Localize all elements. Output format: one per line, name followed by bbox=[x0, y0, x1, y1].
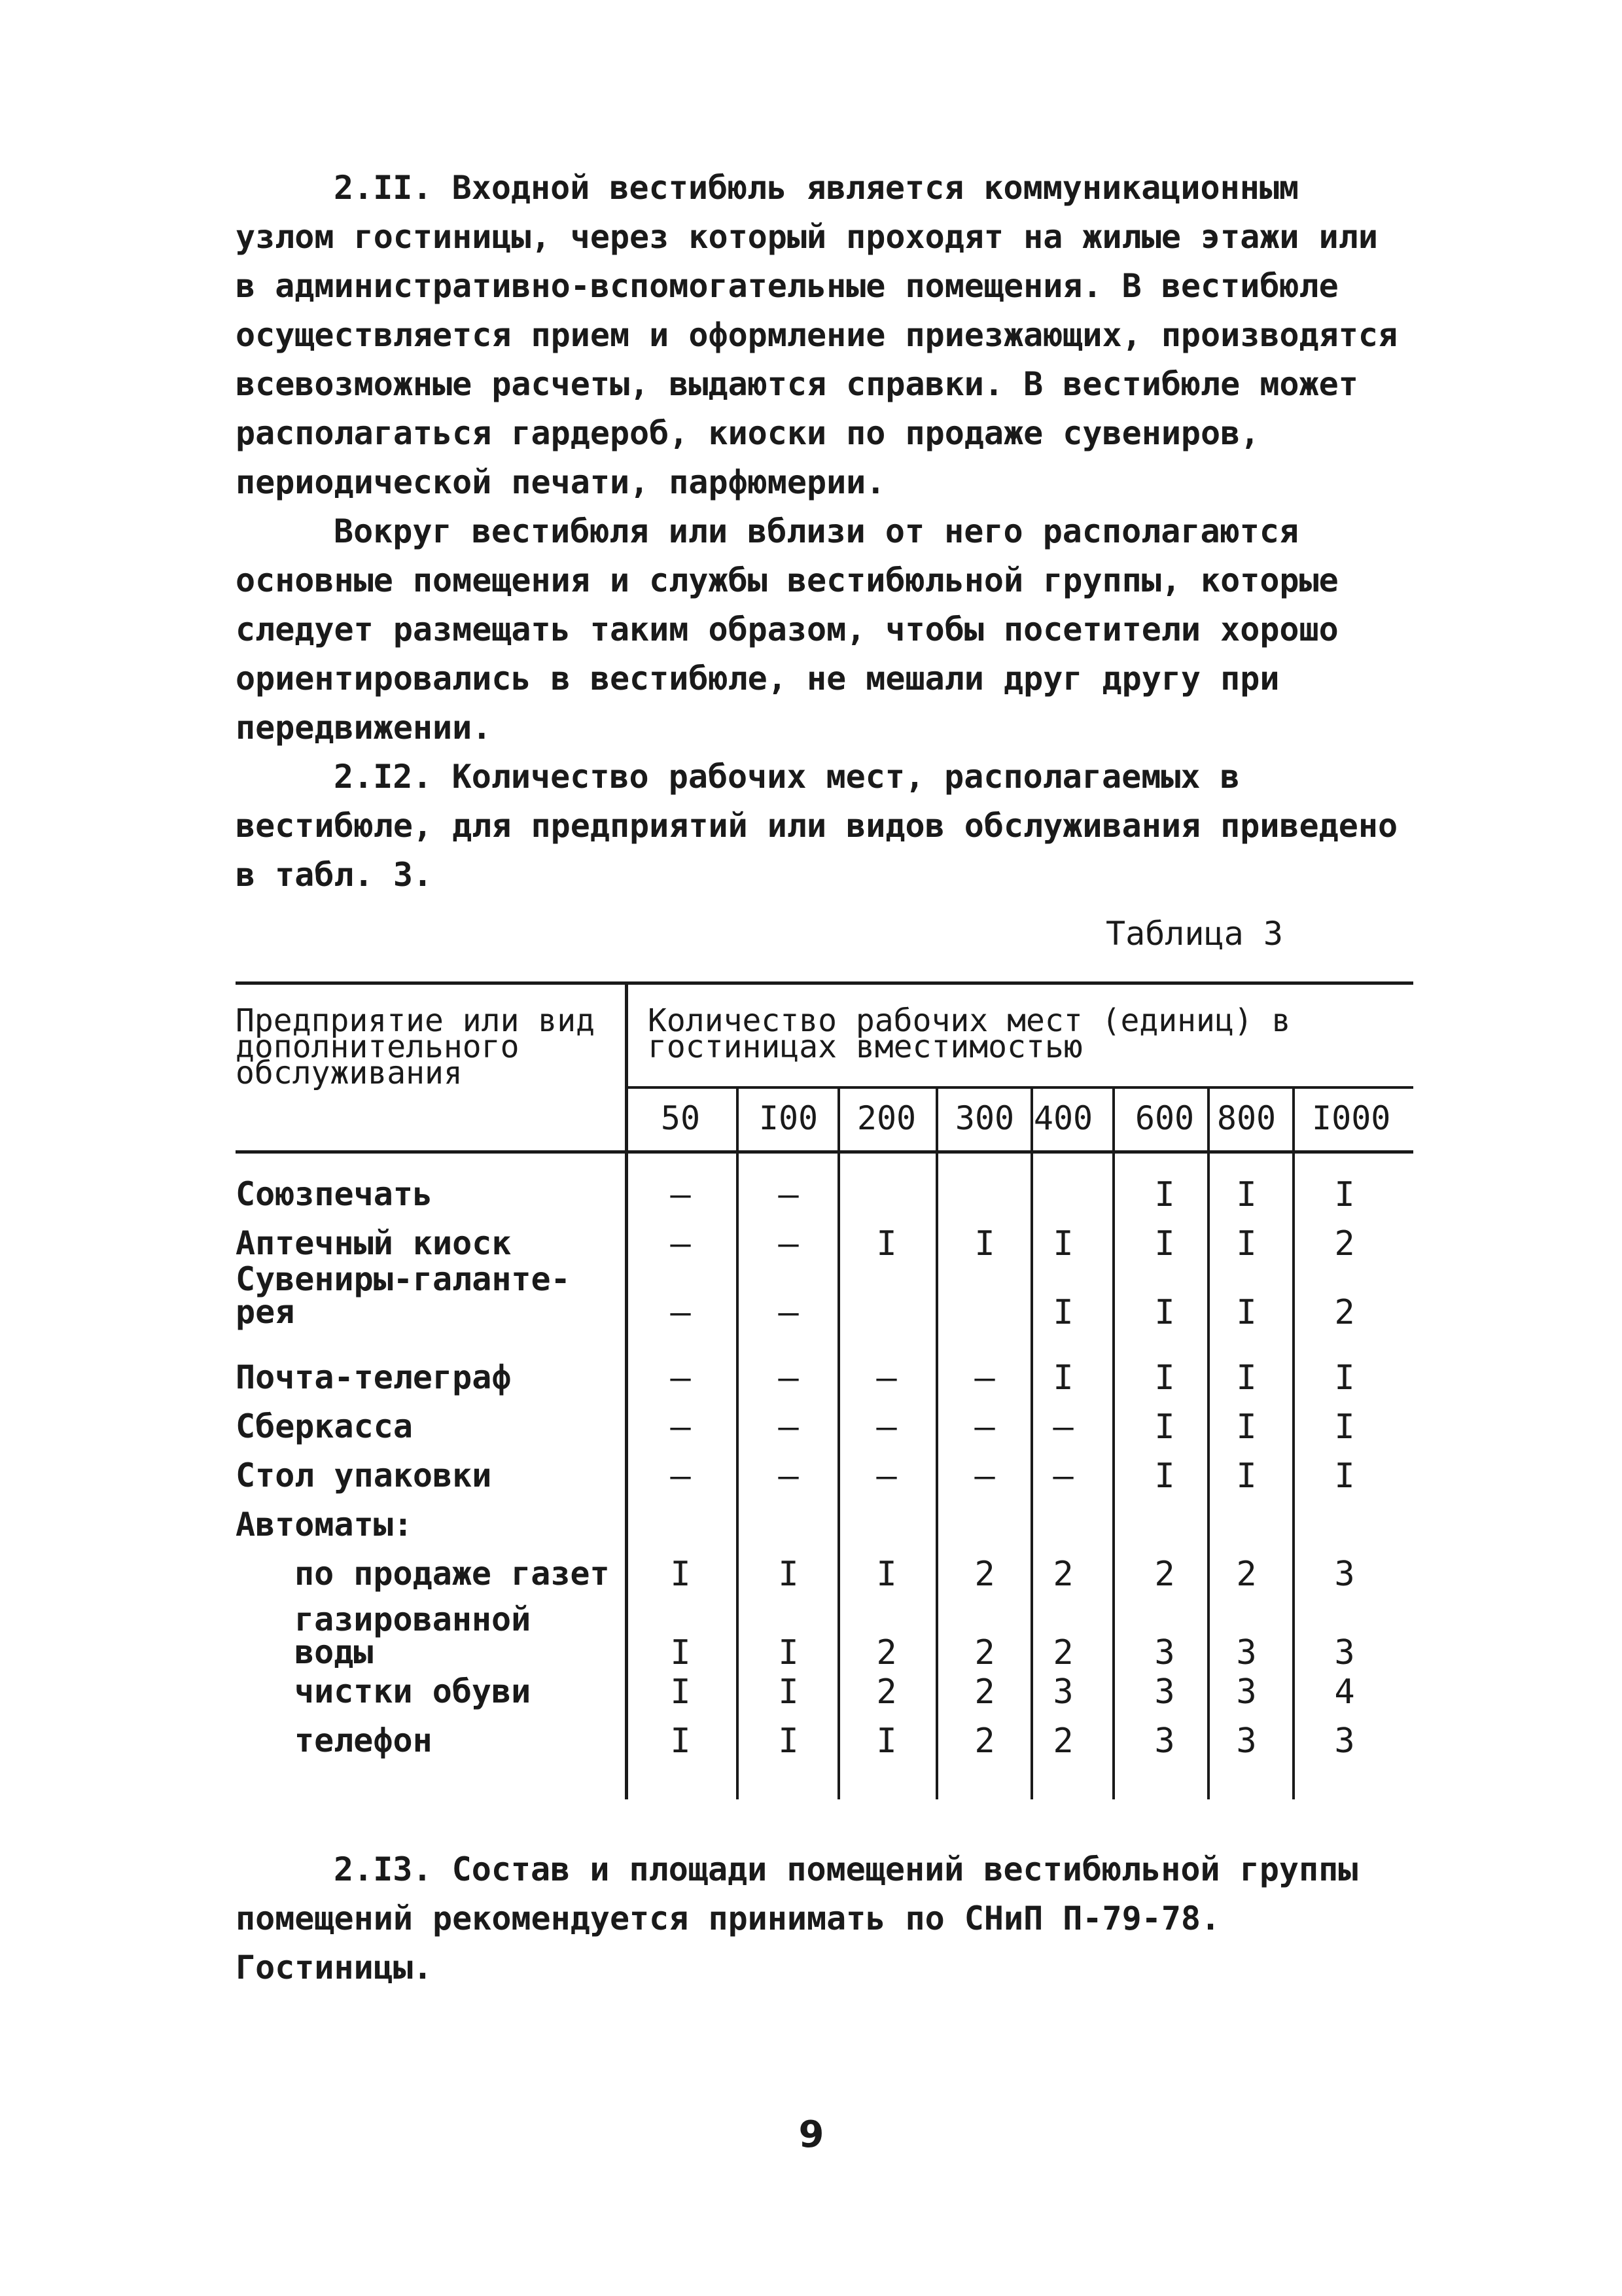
table-cell: 3 bbox=[1053, 1672, 1074, 1712]
table-cell: 3 bbox=[1334, 1633, 1355, 1672]
table-cell: I bbox=[1053, 1224, 1074, 1263]
table-cell: – bbox=[778, 1175, 799, 1214]
table-cell: 3 bbox=[1334, 1555, 1355, 1594]
header-line: Количество рабочих мест (единиц) в bbox=[648, 1002, 1291, 1039]
paragraph-2-13 bbox=[236, 1845, 1413, 1992]
table-cell: 3 bbox=[1154, 1633, 1175, 1672]
column-rule bbox=[1112, 1086, 1115, 1799]
row-label-line: Стол упаковки bbox=[236, 1457, 492, 1494]
capacity-header-cell: I000 bbox=[1312, 1099, 1391, 1137]
paragraph-text: Вокруг вестибюля или вблизи от него располагаются основные помещения и службы вестибюльной группы, которые следует размещать таким образом, чтобы посетители хорошо ориентировались в вестибюле, не мешали друг другу при передвижении. bbox=[236, 512, 1339, 747]
header-enterprise bbox=[236, 1002, 595, 1091]
row-label-line: чистки обуви bbox=[294, 1672, 531, 1710]
table-cell: I bbox=[1334, 1457, 1355, 1496]
table-cell: – bbox=[974, 1407, 995, 1447]
row-label-line: Почта-телеграф bbox=[236, 1358, 512, 1396]
table-cell: I bbox=[1236, 1358, 1257, 1398]
table-cell: I bbox=[1334, 1175, 1355, 1214]
row-label bbox=[294, 1672, 531, 1710]
table-cell: – bbox=[1053, 1407, 1074, 1447]
column-rule bbox=[1207, 1086, 1210, 1799]
header-line: обслуживания bbox=[236, 1055, 463, 1091]
table-cell: I bbox=[1154, 1457, 1175, 1496]
table-cell: – bbox=[1053, 1457, 1074, 1496]
paragraph-text: 2.I3. Состав и площади помещений вестибюльной группы помещений рекомендуется принимать по СНиП П-79-78. Гостиницы. bbox=[236, 1850, 1358, 1987]
row-label-line: Автоматы: bbox=[236, 1506, 413, 1544]
table-cell: 2 bbox=[1334, 1224, 1355, 1263]
row-label-line: Сувениры-галанте- bbox=[236, 1260, 571, 1298]
table-cell: – bbox=[778, 1457, 799, 1496]
paragraph-2-12 bbox=[236, 752, 1413, 900]
table-cell: I bbox=[1236, 1175, 1257, 1214]
table-cell: – bbox=[974, 1457, 995, 1496]
capacity-header-cell: 600 bbox=[1135, 1099, 1195, 1137]
table-cell: I bbox=[1236, 1457, 1257, 1496]
label-column-rule bbox=[625, 981, 628, 1799]
table-cell: – bbox=[670, 1293, 691, 1332]
table-cell: 3 bbox=[1154, 1672, 1175, 1712]
column-rule bbox=[936, 1086, 938, 1799]
table-cell: 3 bbox=[1236, 1672, 1257, 1712]
paragraph-vestibule-services bbox=[236, 507, 1413, 752]
table-cell: 2 bbox=[974, 1672, 995, 1712]
table-cell: – bbox=[778, 1224, 799, 1263]
table-cell: I bbox=[778, 1555, 799, 1594]
header-split-rule bbox=[625, 1086, 1413, 1089]
capacity-header-cell: 400 bbox=[1033, 1099, 1093, 1137]
table-cell: I bbox=[974, 1224, 995, 1263]
paragraph-text: 2.II. Входной вестибюль является коммуникационным узлом гостиницы, через который проходят на жилые этажи или в административно-вспомогательные помещения. В вестибюле осуществляется прием и оформление приезжающих, производятся всевозможные расчеты, выдаются справки. В вестибюле может располагаться гардероб, киоски по продаже сувениров, периодической печати, парфюмерии. bbox=[236, 169, 1398, 501]
table-cell: 2 bbox=[1154, 1555, 1175, 1594]
row-label-line: Союзпечать bbox=[236, 1175, 433, 1213]
row-label bbox=[294, 1555, 610, 1593]
paragraph-2-11 bbox=[236, 164, 1413, 507]
capacity-header-cell: 50 bbox=[660, 1099, 701, 1137]
table-cell: 3 bbox=[1334, 1722, 1355, 1761]
table-caption: Таблица 3 bbox=[1106, 915, 1283, 953]
row-label-line: рея bbox=[236, 1293, 295, 1331]
table-cell: I bbox=[1236, 1224, 1257, 1263]
row-label-line: газированной bbox=[294, 1600, 531, 1638]
table-cell: 4 bbox=[1334, 1672, 1355, 1712]
table-cell: I bbox=[1236, 1407, 1257, 1447]
row-label-line: телефон bbox=[294, 1722, 432, 1759]
table-cell: 2 bbox=[974, 1555, 995, 1594]
row-label bbox=[236, 1459, 491, 1492]
header-bottom-rule bbox=[236, 1150, 1413, 1154]
table-cell: 2 bbox=[876, 1672, 897, 1712]
table-cell: I bbox=[876, 1224, 897, 1263]
column-rule bbox=[837, 1086, 840, 1799]
capacity-header-cell: 200 bbox=[856, 1099, 917, 1137]
table-cell: – bbox=[670, 1358, 691, 1398]
table-cell: 2 bbox=[974, 1722, 995, 1761]
paragraph-text: 2.I2. Количество рабочих мест, располагаемых в вестибюле, для предприятий или видов обслуживания приведено в табл. 3. bbox=[236, 758, 1398, 894]
table-cell: – bbox=[778, 1358, 799, 1398]
table-top-rule bbox=[236, 981, 1413, 985]
table-cell: I bbox=[1154, 1224, 1175, 1263]
table-cell: I bbox=[1154, 1293, 1175, 1332]
table-cell: 2 bbox=[974, 1633, 995, 1672]
table-cell: – bbox=[778, 1407, 799, 1447]
table-cell: I bbox=[670, 1633, 691, 1672]
capacity-header-cell: 300 bbox=[955, 1099, 1015, 1137]
row-label-line: воды bbox=[294, 1633, 374, 1671]
table-cell: 2 bbox=[1334, 1293, 1355, 1332]
capacity-header-cell: 800 bbox=[1216, 1099, 1277, 1137]
table-cell: I bbox=[670, 1672, 691, 1712]
table-cell: I bbox=[1154, 1407, 1175, 1447]
row-label-line: Сберкасса bbox=[236, 1407, 413, 1445]
table-cell: 2 bbox=[1053, 1633, 1074, 1672]
header-line: дополнительного bbox=[236, 1029, 520, 1065]
column-rule bbox=[1292, 1086, 1295, 1799]
table-cell: I bbox=[670, 1722, 691, 1761]
page-number: 9 bbox=[798, 2113, 824, 2156]
table-cell: – bbox=[876, 1407, 897, 1447]
header-workplaces bbox=[648, 1002, 1291, 1065]
table-cell: – bbox=[876, 1358, 897, 1398]
table-cell: – bbox=[778, 1293, 799, 1332]
row-label bbox=[236, 1506, 413, 1544]
table-cell: – bbox=[670, 1457, 691, 1496]
table-cell: – bbox=[670, 1407, 691, 1447]
row-label bbox=[236, 1224, 512, 1262]
table-cell: – bbox=[876, 1457, 897, 1496]
row-label-line: по продаже газет bbox=[294, 1555, 610, 1593]
table-cell: 2 bbox=[1053, 1555, 1074, 1594]
table-cell: I bbox=[1154, 1358, 1175, 1398]
row-label bbox=[236, 1358, 512, 1396]
header-line: гостиницах вместимостью bbox=[648, 1029, 1083, 1065]
table-cell: – bbox=[670, 1224, 691, 1263]
table-cell: I bbox=[1236, 1293, 1257, 1332]
table-cell: 3 bbox=[1236, 1722, 1257, 1761]
row-label bbox=[294, 1600, 531, 1671]
table-cell: I bbox=[1053, 1293, 1074, 1332]
header-line: Предприятие или вид bbox=[236, 1002, 595, 1039]
table-cell: I bbox=[778, 1672, 799, 1712]
capacity-header-cell: I00 bbox=[758, 1099, 819, 1137]
row-label bbox=[236, 1407, 413, 1445]
table-cell: I bbox=[1154, 1175, 1175, 1214]
table-cell: I bbox=[670, 1555, 691, 1594]
table-cell: I bbox=[778, 1633, 799, 1672]
table-cell: I bbox=[876, 1722, 897, 1761]
row-label bbox=[236, 1175, 433, 1213]
table-cell: – bbox=[974, 1358, 995, 1398]
table-cell: 3 bbox=[1236, 1633, 1257, 1672]
table-cell: 2 bbox=[1236, 1555, 1257, 1594]
table-cell: 2 bbox=[876, 1633, 897, 1672]
table-cell: I bbox=[1334, 1358, 1355, 1398]
table-cell: 3 bbox=[1154, 1722, 1175, 1761]
table-cell: I bbox=[1334, 1407, 1355, 1447]
table-cell: I bbox=[778, 1722, 799, 1761]
column-rule bbox=[736, 1086, 739, 1799]
table-cell: 2 bbox=[1053, 1722, 1074, 1761]
row-label bbox=[236, 1260, 571, 1331]
row-label bbox=[294, 1724, 432, 1757]
table-cell: – bbox=[670, 1175, 691, 1214]
row-label-line: Аптечный киоск bbox=[236, 1224, 512, 1262]
table-cell: I bbox=[876, 1555, 897, 1594]
table-cell: I bbox=[1053, 1358, 1074, 1398]
workplaces-table bbox=[236, 981, 1413, 1799]
